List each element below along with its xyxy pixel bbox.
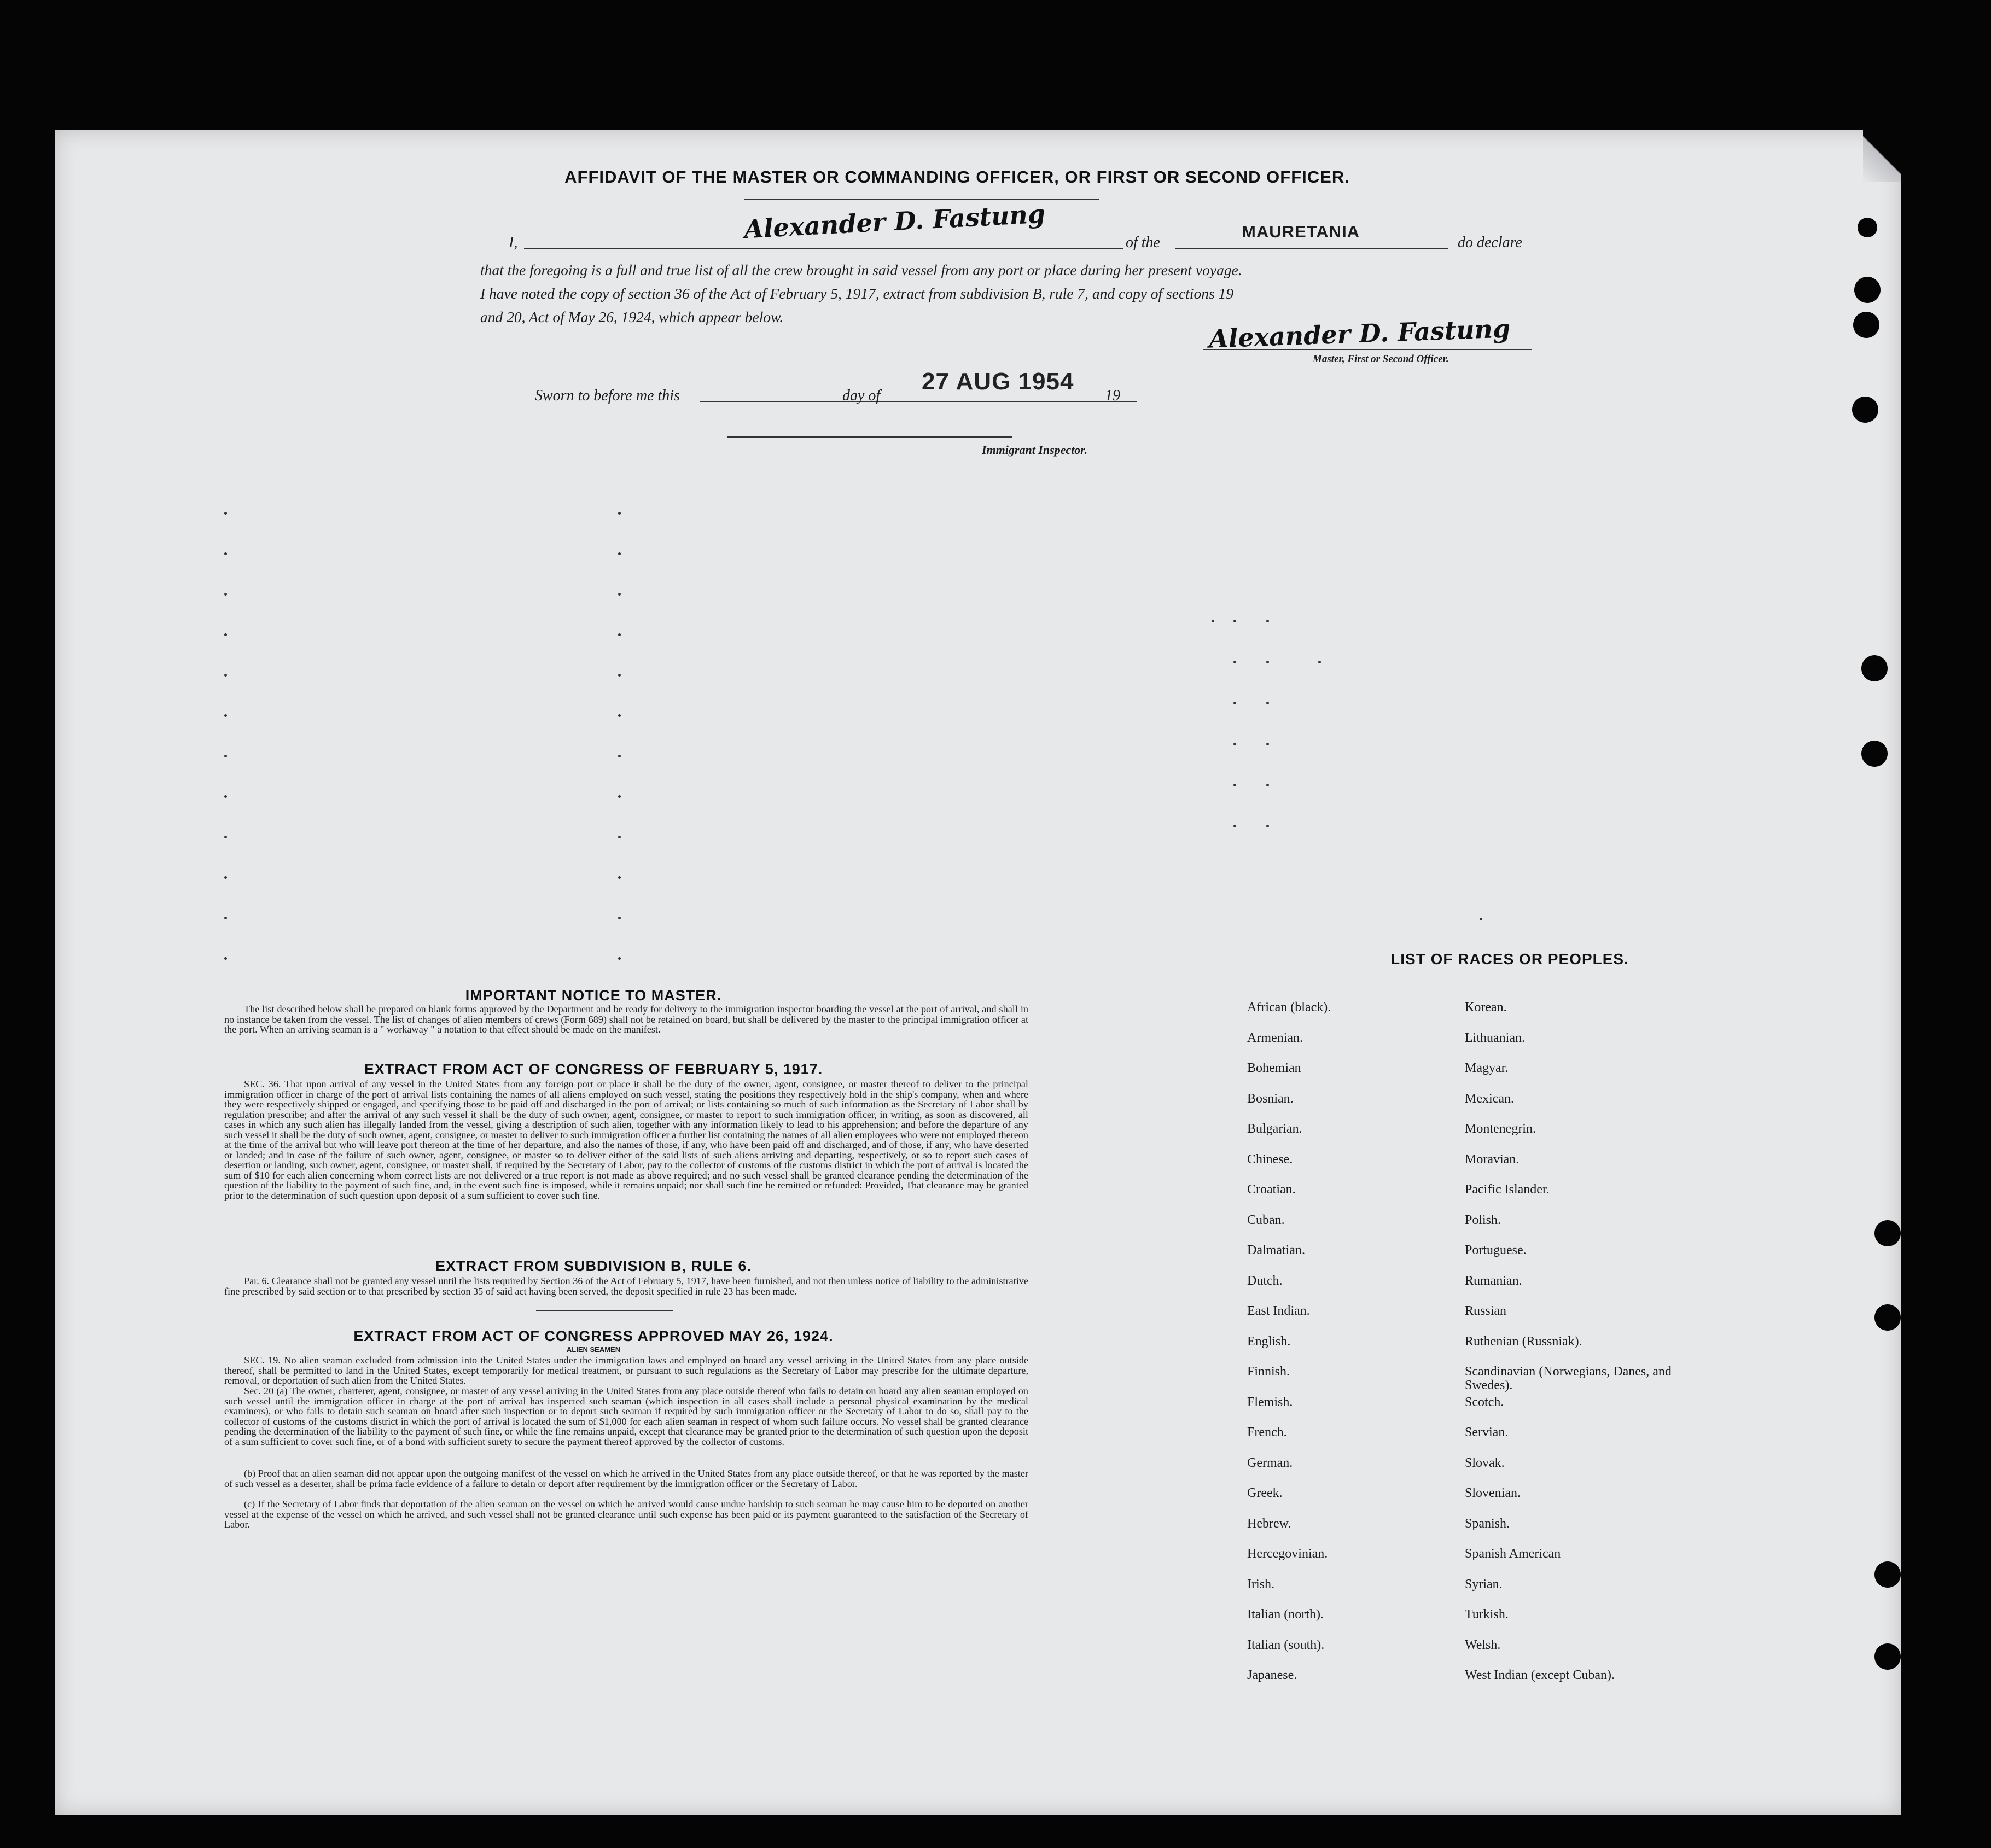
officer-signature-line [1203, 349, 1532, 350]
document-page [55, 130, 1901, 1815]
dot-mark [618, 512, 621, 515]
dot-mark [1266, 743, 1269, 745]
dot-mark [1233, 620, 1236, 622]
date-stamp: 27 AUG 1954 [922, 368, 1074, 395]
dot-mark [618, 674, 621, 677]
extract-1924-sec20b: (b) Proof that an alien seaman did not appear upon the outgoing manifest of the vessel on which he arrived in the United States from any place outside thereof, or that he was reported by the master of such vessel as a deserter, shall be prima facie evidence of a failure to detain or deport after requirement by the immigration officer or the Secretary of Labor. [224, 1468, 1028, 1489]
notice-text: The list described below shall be prepared on blank forms approved by the Department and be ready for delivery to the immigration inspector boarding the vessel at the port of arrival, and shall in no instance be taken from the vessel. The list of changes of alien members of crews (Form 689) shall not be retained on board, but shall be delivered by the master to the principal immigration officer at the port. When an arriving seaman is a " workaway " a notation to that effect should be made on the manifest. [224, 1004, 1028, 1035]
extract-1924-title: EXTRACT FROM ACT OF CONGRESS APPROVED MAY 26, 1924. [353, 1328, 834, 1344]
dot-mark [618, 552, 621, 555]
race-item: Ruthenian (Russniak). [1465, 1334, 1582, 1349]
vessel-name: MAURETANIA [1242, 222, 1360, 241]
race-item: Irish. [1247, 1577, 1274, 1592]
dot-mark [618, 633, 621, 636]
race-item: Welsh. [1465, 1637, 1501, 1652]
day-of-label: day of [842, 387, 881, 404]
i-label: I, [509, 234, 518, 251]
race-item: Bulgarian. [1247, 1122, 1302, 1136]
race-item: English. [1247, 1334, 1291, 1349]
master-signature: Alexander D. Fastung [743, 199, 1046, 244]
affidavit-body-line-3: and 20, Act of May 26, 1924, which appear below. [480, 308, 784, 325]
race-item: Finnish. [1247, 1365, 1290, 1379]
binder-hole [1874, 1220, 1901, 1246]
dot-mark [1233, 784, 1236, 786]
race-item: Mexican. [1465, 1091, 1514, 1106]
dot-mark [618, 876, 621, 879]
dot-mark [618, 917, 621, 919]
race-item: Dalmatian. [1247, 1243, 1305, 1257]
bleed-through-text [449, 218, 463, 240]
dot-mark [224, 633, 227, 636]
rule6-title: EXTRACT FROM SUBDIVISION B, RULE 6. [435, 1258, 752, 1274]
races-title: LIST OF RACES OR PEOPLES. [1390, 951, 1629, 967]
dot-mark [224, 917, 227, 919]
race-item: Cuban. [1247, 1212, 1285, 1227]
extract-1924-subtitle: ALIEN SEAMEN [566, 1345, 621, 1354]
race-item: Chinese. [1247, 1152, 1293, 1167]
race-item: Croatian. [1247, 1182, 1296, 1197]
dot-mark [1233, 702, 1236, 704]
dot-mark [1318, 661, 1321, 663]
race-item: Polish. [1465, 1212, 1501, 1227]
race-item: Bohemian [1247, 1061, 1301, 1075]
affidavit-title: AFFIDAVIT OF THE MASTER OR COMMANDING OFFICER, OR FIRST OR SECOND OFFICER. [564, 167, 1350, 186]
binder-hole [1861, 655, 1888, 681]
dot-mark [618, 836, 621, 838]
binder-hole [1854, 277, 1881, 303]
binder-hole [1861, 741, 1888, 767]
race-item: Lithuanian. [1465, 1030, 1525, 1045]
dot-mark [618, 714, 621, 717]
race-item: Bosnian. [1247, 1091, 1294, 1106]
race-item: Hebrew. [1247, 1516, 1291, 1531]
dot-mark [224, 957, 227, 960]
binder-hole [1874, 1643, 1901, 1670]
sworn-month-line [890, 401, 1137, 402]
race-item: Dutch. [1247, 1273, 1283, 1288]
dot-mark [1233, 743, 1236, 745]
race-item: East Indian. [1247, 1304, 1310, 1318]
race-item: Turkish. [1465, 1607, 1509, 1622]
race-item: French. [1247, 1425, 1287, 1439]
dot-mark [618, 755, 621, 757]
race-item: Flemish. [1247, 1395, 1293, 1409]
dot-mark [1212, 620, 1214, 622]
dot-mark [224, 674, 227, 677]
officer-role-label: Master, First or Second Officer. [1313, 353, 1449, 365]
race-item: Scandinavian (Norwegians, Danes, and Swedes). [1465, 1365, 1672, 1392]
race-item: Spanish American [1465, 1547, 1561, 1561]
extract-1924-sec20a: Sec. 20 (a) The owner, charterer, agent, consignee, or master of any vessel arriving in the United States from any place outside thereof who fails to detain on board any alien seaman employed on such vessel until the immigration officer in charge at the port of arrival has inspected such seaman (which inspection in all cases shall include a personal physical examination by the medical examiners), or who fails to detain such seaman on board after such inspection or to deport such seaman if required by such immigration officer or the Secretary of Labor to do so, shall pay to the collector of customs of the customs district in which the port of arrival is located the sum of $1,000 for each alien seaman in respect of whom such failure occurs. No vessel shall be granted clearance pending the determination of the liability to the payment of such fine, or while the fine remains unpaid, except that clearance may be granted prior to the determination of such question upon the deposit of a sum sufficient to cover such fine, or of a bond with sufficient surety to secure the payment thereof approved by the collector of customs. [224, 1385, 1028, 1447]
of-the-label: of the [1126, 234, 1160, 251]
race-item: Slovak. [1465, 1455, 1505, 1470]
binder-hole [1874, 1304, 1901, 1331]
dot-mark [618, 795, 621, 798]
dot-mark [618, 593, 621, 596]
race-item: Montenegrin. [1465, 1122, 1536, 1136]
signature-line-top [744, 199, 1099, 200]
race-item: Syrian. [1465, 1577, 1503, 1592]
dot-mark [618, 957, 621, 960]
inspector-label: Immigrant Inspector. [982, 443, 1088, 457]
dot-mark [1480, 918, 1482, 920]
dot-mark [224, 552, 227, 555]
race-item: Magyar. [1465, 1061, 1509, 1075]
notice-title: IMPORTANT NOTICE TO MASTER. [465, 987, 722, 1004]
race-item: Japanese. [1247, 1668, 1297, 1682]
binder-hole [1874, 1561, 1901, 1588]
race-item: West Indian (except Cuban). [1465, 1668, 1615, 1682]
inspector-signature-line [727, 436, 1012, 438]
dot-mark [1266, 784, 1269, 786]
dot-mark [1266, 825, 1269, 827]
extract-1924-sec19: SEC. 19. No alien seaman excluded from admission into the United States under the immigration laws and employed on board any vessel arriving in the United States from any place outside thereof, shall be permitted to land in the United States, except temporarily for medical treatment, or pursuant to such regulations as the Secretary of Labor may prescribe for the ultimate departure, removal, or deportation of such alien from the United States. [224, 1355, 1028, 1386]
race-item: African (black). [1247, 1000, 1331, 1015]
extract-1917-title: EXTRACT FROM ACT OF CONGRESS OF FEBRUARY 5, 1917. [364, 1061, 823, 1077]
race-item: Armenian. [1247, 1030, 1303, 1045]
dot-mark [224, 836, 227, 838]
race-item: Slovenian. [1465, 1486, 1521, 1500]
dot-mark [1233, 825, 1236, 827]
dot-mark [224, 512, 227, 515]
race-item: Pacific Islander. [1465, 1182, 1550, 1197]
dot-mark [1266, 620, 1269, 622]
extract-1924-sec20c: (c) If the Secretary of Labor finds that deportation of the alien seaman on the vessel on which he arrived would cause undue hardship to such seaman he may cause him to be deported on another vessel at the expense of the vessel on which he arrived, and such vessel shall not be granted clearance until such expense has been paid or its payment guaranteed to the satisfaction of the Secretary of Labor. [224, 1499, 1028, 1530]
sworn-label: Sworn to before me this [535, 387, 680, 404]
dot-mark [1233, 661, 1236, 663]
dot-mark [1266, 702, 1269, 704]
dot-mark [224, 755, 227, 757]
name-line [524, 248, 1123, 249]
officer-signature: Alexander D. Fastung [1208, 313, 1511, 354]
dot-mark [1266, 661, 1269, 663]
dot-mark [224, 714, 227, 717]
race-item: Italian (south). [1247, 1637, 1325, 1652]
race-item: Russian [1465, 1304, 1507, 1318]
affidavit-body-line-2: I have noted the copy of section 36 of the Act of February 5, 1917, extract from subdivision B, rule 7, and copy of sections 19 [480, 285, 1234, 302]
vessel-line [1175, 248, 1448, 249]
rule6-divider [536, 1310, 673, 1311]
folded-corner [1863, 130, 1901, 182]
extract-1917-text: SEC. 36. That upon arrival of any vessel in the United States from any foreign port or place it shall be the duty of the owner, agent, consignee, or master thereof to deliver to the principal immigration officer in charge of the port of arrival lists containing the names of all aliens employed on such vessel, stating the positions they respectively hold in the ship's company, when and where they were respectively shipped or engaged, and specifying those to be paid off and discharged in the port of arrival; or lists containing so much of such information as the Secretary of Labor shall by regulation prescribe; and after the arrival of any such vessel it shall be the duty of such owner, agent, consignee, or master to report to such immigration officer, in writing, as soon as discovered, all cases in which any such alien has illegally landed from the vessel, giving a description of such alien, together with any information likely to lead to his apprehension; and before the departure of any such vessel it shall be the duty of such owner, agent, consignee, or master to deliver to such immigration officer a further list containing the names of all alien employees who were not employed thereon at the time of the arrival but who will leave port thereon at the time of her departure, and also the names of those, if any, who have been paid off and discharged, and of those, if any, who have deserted or landed; and in case of the failure of such owner, agent, consignee, or master so to deliver either of the said lists of such aliens arriving and departing, respectively, or so to report such cases of desertion or landing, such owner, agent, consignee, or master shall, if required by the Secretary of Labor, pay to the collector of customs of the customs district in which the port of arrival is located the sum of $10 for each alien concerning whom correct lists are not delivered or a true report is not made as above required; and no such vessel shall be granted clearance pending the determination of the question of the liability to the payment of such fine, and, in the event such fine is imposed, while it remains unpaid; nor shall such fine be remitted or refunded: Provided, That clearance may be granted prior to the determination of such question upon deposit of a sum sufficient to cover such fine. [224, 1079, 1028, 1201]
binder-hole [1858, 218, 1877, 237]
race-item: Scotch. [1465, 1395, 1504, 1409]
race-item: Korean. [1465, 1000, 1507, 1015]
year-prefix: 19 [1105, 387, 1120, 404]
dot-mark [224, 876, 227, 879]
race-item: Moravian. [1465, 1152, 1520, 1167]
do-declare-label: do declare [1458, 234, 1522, 251]
race-item: Italian (north). [1247, 1607, 1324, 1622]
affidavit-body-line-1: that the foregoing is a full and true list of all the crew brought in said vessel from any port or place during her present voyage. [480, 261, 1242, 278]
race-item: Rumanian. [1465, 1273, 1522, 1288]
dot-mark [224, 593, 227, 596]
race-item: Spanish. [1465, 1516, 1510, 1531]
rule6-text: Par. 6. Clearance shall not be granted any vessel until the lists required by Section 36 of the Act of February 5, 1917, have been furnished, and not then unless notice of liability to the administrative fine prescribed by said section or to that prescribed by section 35 of said act having been served, the deposit specified in rule 23 has been made. [224, 1275, 1028, 1297]
race-item: Servian. [1465, 1425, 1509, 1439]
race-item: Portuguese. [1465, 1243, 1527, 1257]
race-item: German. [1247, 1455, 1293, 1470]
binder-hole [1853, 312, 1879, 338]
binder-hole [1852, 397, 1878, 423]
dot-mark [224, 795, 227, 798]
race-item: Hercegovinian. [1247, 1547, 1328, 1561]
race-item: Greek. [1247, 1486, 1283, 1500]
